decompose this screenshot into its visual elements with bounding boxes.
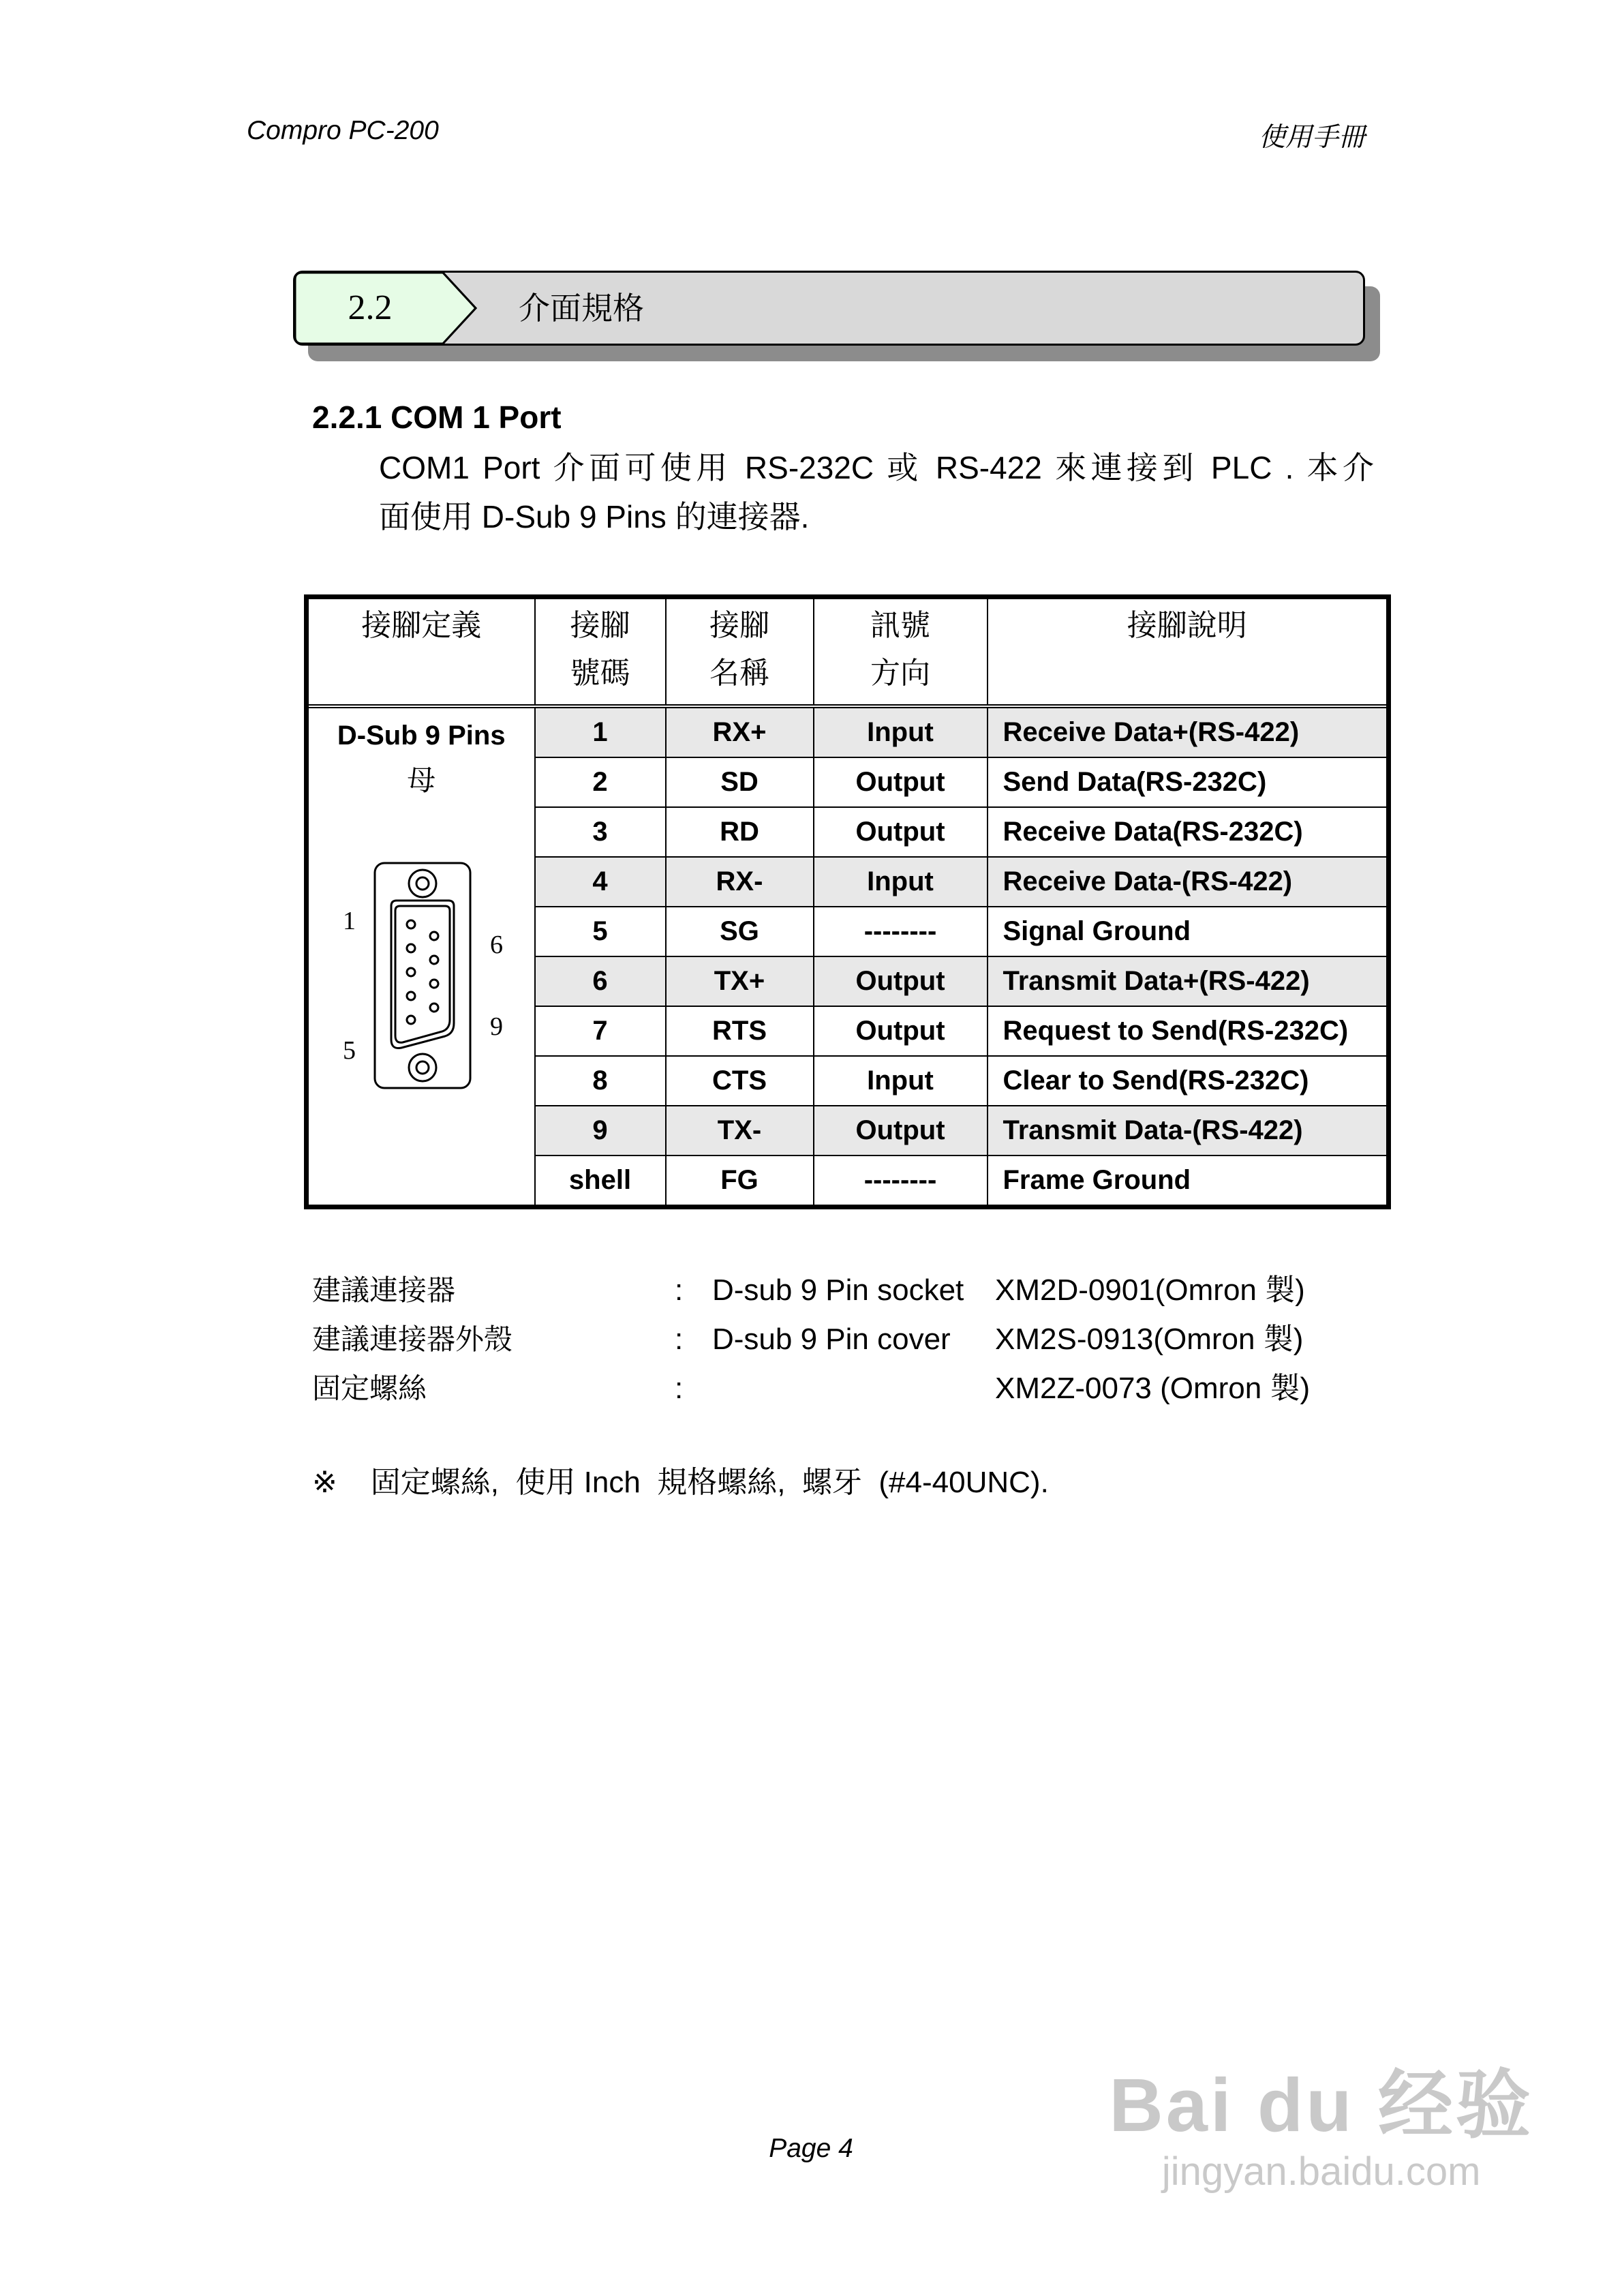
banner-number: 2.2 [348, 288, 393, 327]
cell-name: RX+ [666, 706, 814, 757]
cell-direction: -------- [814, 1155, 988, 1207]
cell-name: CTS [666, 1056, 814, 1106]
pin-label-1: 1 [343, 907, 356, 935]
cell-name: RD [666, 807, 814, 857]
cell-description: Clear to Send(RS-232C) [988, 1056, 1389, 1106]
cell-pin: 3 [535, 807, 666, 857]
cell-pin: 6 [535, 956, 666, 1006]
header-right: 使用手冊 [1258, 122, 1365, 153]
page-number: Page 4 [769, 2134, 853, 2163]
connector-cell [307, 706, 535, 1207]
cell-description: Receive Data+(RS-422) [988, 706, 1389, 757]
cell-description: Transmit Data-(RS-422) [988, 1106, 1389, 1155]
header-pin-description: 接腳說明 [988, 597, 1389, 707]
cell-name: FG [666, 1155, 814, 1207]
rec-type-connector: D-sub 9 Pin socket [712, 1273, 964, 1307]
cell-pin: shell [535, 1155, 666, 1207]
rec-part-cover: XM2S-0913(Omron 製) [995, 1323, 1304, 1356]
cell-direction: Output [814, 1006, 988, 1056]
section-banner [293, 271, 1365, 346]
cell-description: Frame Ground [988, 1155, 1389, 1207]
watermark [1109, 2045, 1533, 2194]
rec-colon: : [675, 1372, 684, 1405]
dsub-connector-icon [371, 860, 474, 1091]
cell-description: Receive Data-(RS-422) [988, 857, 1389, 907]
cell-direction: Input [814, 857, 988, 907]
cell-pin: 7 [535, 1006, 666, 1056]
cell-pin: 9 [535, 1106, 666, 1155]
rec-colon: : [675, 1273, 684, 1307]
cell-pin: 2 [535, 757, 666, 807]
section-paragraph-line1: COM1 Port 介面可使用 RS-232C 或 RS-422 來連接到 PLC . 本介 [379, 450, 1374, 485]
cell-direction: Output [814, 757, 988, 807]
header-signal-direction: 訊號 方向 [814, 597, 988, 707]
cell-description: Receive Data(RS-232C) [988, 807, 1389, 857]
cell-direction: Input [814, 706, 988, 757]
watermark-logo: Bai du 经验 [1109, 2064, 1533, 2147]
connector-title: D-Sub 9 Pins [337, 721, 506, 751]
rec-label-cover: 建議連接器外殼 [312, 1323, 513, 1356]
cell-pin: 8 [535, 1056, 666, 1106]
rec-label-screw: 固定螺絲 [312, 1372, 427, 1405]
header-left: Compro PC-200 [247, 116, 439, 145]
cell-description: Transmit Data+(RS-422) [988, 956, 1389, 1006]
cell-pin: 5 [535, 907, 666, 956]
header-pin-definition: 接腳定義 [307, 597, 535, 707]
cell-name: SD [666, 757, 814, 807]
watermark-site: jingyan.baidu.com [1161, 2149, 1481, 2194]
cell-direction: Output [814, 807, 988, 857]
pin-label-6: 6 [490, 931, 503, 959]
header-pin-number: 接腳 號碼 [535, 597, 666, 707]
cell-direction: Input [814, 1056, 988, 1106]
cell-name: RX- [666, 857, 814, 907]
rec-part-screw: XM2Z-0073 (Omron 製) [995, 1372, 1311, 1405]
rec-part-connector: XM2D-0901(Omron 製) [995, 1273, 1305, 1307]
section-title: 2.2.1 COM 1 Port [312, 399, 562, 435]
rec-type-cover: D-sub 9 Pin cover [712, 1323, 951, 1356]
cell-name: TX+ [666, 956, 814, 1006]
rec-colon: : [675, 1323, 684, 1356]
cell-description: Signal Ground [988, 907, 1389, 956]
cell-description: Request to Send(RS-232C) [988, 1006, 1389, 1056]
cell-name: TX- [666, 1106, 814, 1155]
section-paragraph-line2: 面使用 D-Sub 9 Pins 的連接器. [379, 499, 810, 534]
cell-name: RTS [666, 1006, 814, 1056]
banner-title: 介面規格 [519, 290, 644, 327]
cell-direction: -------- [814, 907, 988, 956]
table-header-row [307, 597, 1389, 707]
rec-label-connector: 建議連接器 [312, 1273, 456, 1307]
pin-table [304, 594, 1391, 1209]
pin-label-5: 5 [343, 1036, 356, 1065]
cell-direction: Output [814, 1106, 988, 1155]
cell-pin: 1 [535, 706, 666, 757]
table-row [307, 706, 1389, 757]
connector-subtitle: 母 [407, 764, 436, 797]
header-pin-name: 接腳 名稱 [666, 597, 814, 707]
pin-label-9: 9 [490, 1012, 503, 1041]
cell-description: Send Data(RS-232C) [988, 757, 1389, 807]
cell-direction: Output [814, 956, 988, 1006]
cell-name: SG [666, 907, 814, 956]
screw-note: ※ 固定螺絲, 使用 Inch 規格螺絲, 螺牙 (#4-40UNC). [312, 1466, 1049, 1499]
cell-pin: 4 [535, 857, 666, 907]
